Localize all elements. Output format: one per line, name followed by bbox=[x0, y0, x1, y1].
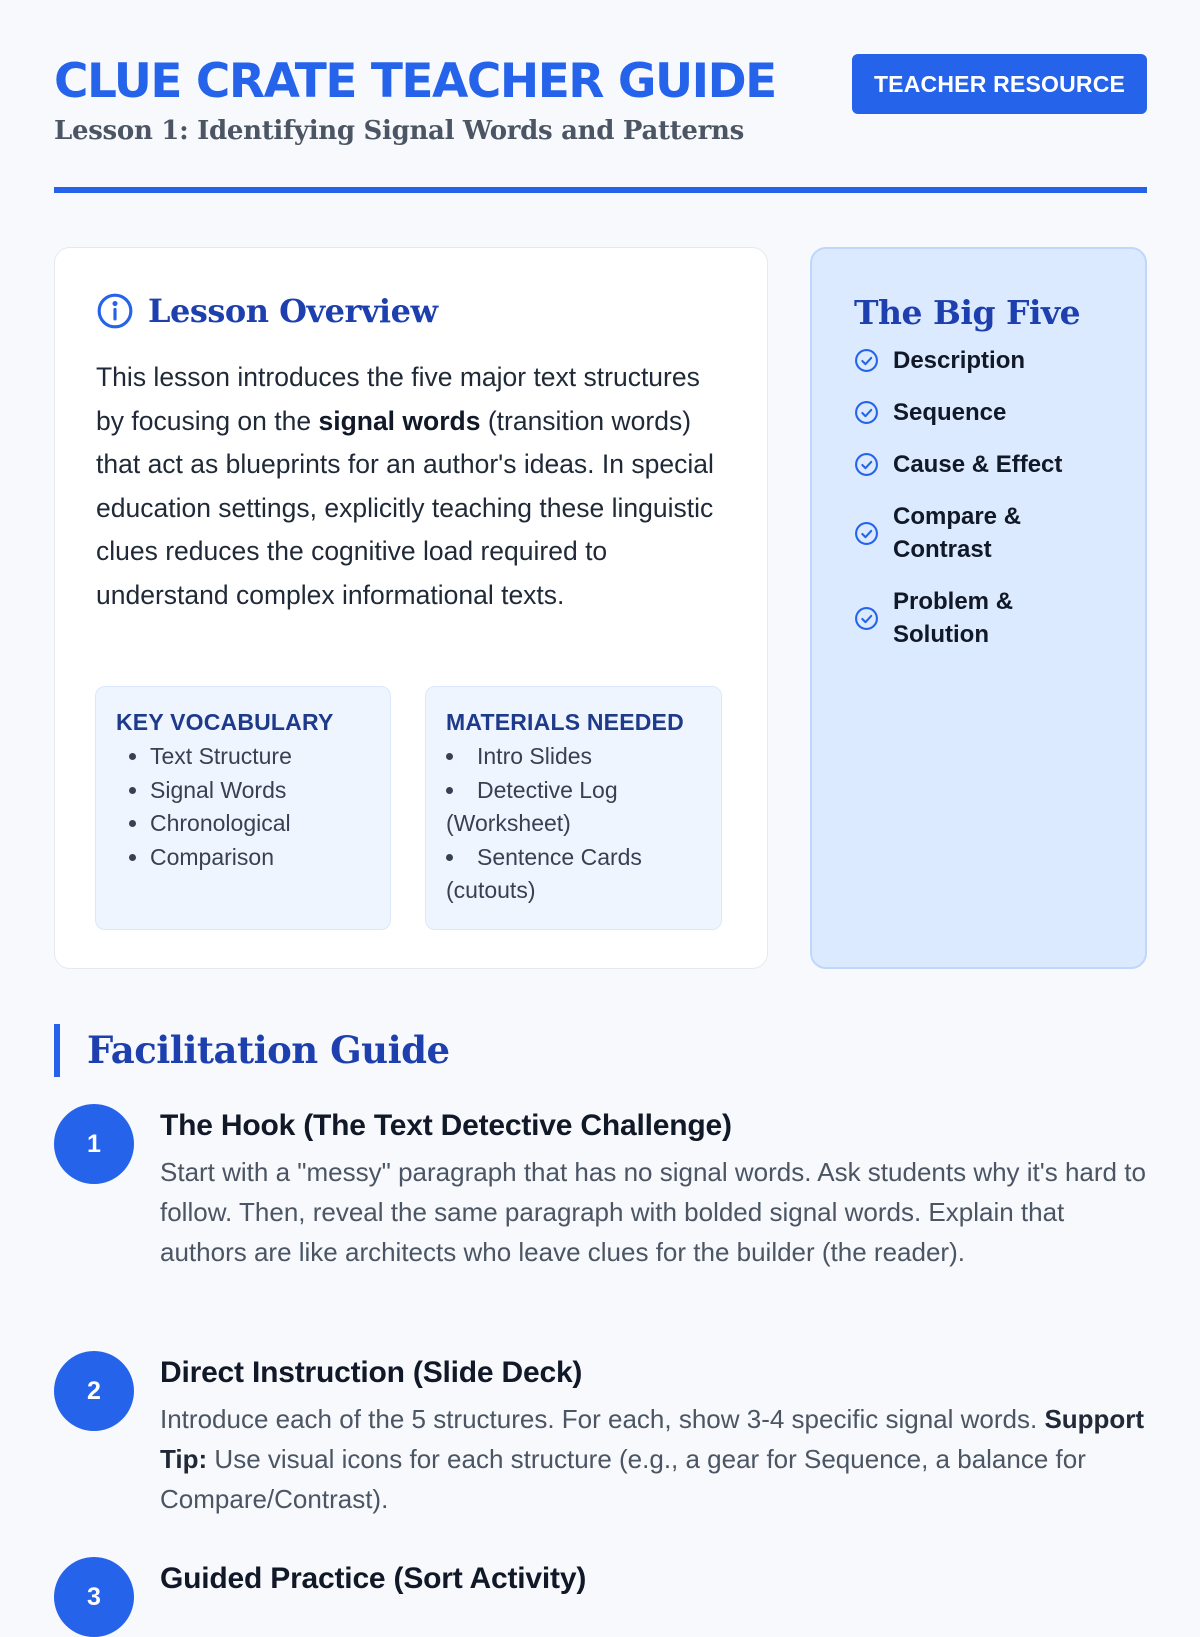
list-item: • Signal Words bbox=[150, 774, 370, 808]
overview-text-part: This lesson introduces the five major text structures by focusing on the bbox=[96, 362, 700, 436]
step-text-part: Use visual icons for each structure (e.g., a gear for Sequence, a balance for Compare/Contrast). bbox=[160, 1444, 1086, 1514]
big-five-label: Description bbox=[893, 347, 1026, 374]
big-five-label: Problem & Solution bbox=[893, 588, 1014, 648]
key-vocabulary-heading: KEY VOCABULARY bbox=[116, 709, 334, 735]
list-item: • Chronological bbox=[150, 807, 370, 841]
support-tip-label: Support Tip: bbox=[160, 1404, 1145, 1474]
big-five-item bbox=[854, 448, 1145, 481]
big-five-label: Cause & Effect bbox=[893, 451, 1063, 478]
key-vocabulary-list bbox=[116, 740, 370, 874]
page-header bbox=[54, 50, 1147, 146]
lesson-overview-header bbox=[96, 292, 437, 330]
lesson-overview-text bbox=[96, 356, 716, 617]
step-description bbox=[160, 1399, 1150, 1519]
teacher-resource-badge: TEACHER RESOURCE bbox=[852, 54, 1147, 114]
step-description: Start with a "messy" paragraph that has no signal words. Ask students why it's hard to follow. Then, reveal the same paragraph with bolded signal words. Explain that authors are like architects who leave clues for the builder (the reader). bbox=[160, 1157, 1146, 1267]
step-body bbox=[160, 1104, 1150, 1272]
step-number: 2 bbox=[54, 1351, 134, 1431]
big-five-item bbox=[854, 396, 1145, 429]
big-five-item bbox=[854, 344, 1145, 377]
check-circle-icon bbox=[854, 606, 879, 631]
step-title: Guided Practice (Sort Activity) bbox=[160, 1562, 587, 1595]
list-item: • Detective Log (Worksheet) bbox=[446, 774, 701, 841]
big-five-item bbox=[854, 585, 1145, 651]
step-body bbox=[160, 1351, 1150, 1519]
materials-needed-list bbox=[446, 740, 701, 908]
lesson-overview-title: Lesson Overview bbox=[148, 292, 438, 330]
big-five-panel bbox=[810, 247, 1147, 969]
check-circle-icon bbox=[854, 400, 879, 425]
big-five-item bbox=[854, 500, 1145, 566]
big-five-list bbox=[854, 344, 1145, 651]
lesson-subtitle: Lesson 1: Identifying Signal Words and Patterns bbox=[54, 116, 744, 146]
list-item: • Text Structure bbox=[150, 740, 370, 774]
step-number: 3 bbox=[54, 1557, 134, 1637]
list-item: • Intro Slides bbox=[446, 740, 701, 774]
step-text-part: Introduce each of the 5 structures. For each, show 3-4 specific signal words. bbox=[160, 1404, 1045, 1434]
key-vocabulary-box bbox=[95, 686, 391, 930]
materials-needed-box bbox=[425, 686, 722, 930]
step-title: Direct Instruction (Slide Deck) bbox=[160, 1356, 583, 1389]
big-five-label: Sequence bbox=[893, 399, 1007, 426]
materials-needed-heading: MATERIALS NEEDED bbox=[446, 709, 684, 735]
step-number: 1 bbox=[54, 1104, 134, 1184]
overview-text-part: (transition words) that act as blueprints for an author's ideas. In special education settings, explicitly teaching these linguistic clues reduces the cognitive load required to understand complex informational texts. bbox=[96, 405, 714, 610]
step-title: The Hook (The Text Detective Challenge) bbox=[160, 1109, 732, 1142]
facilitation-guide-header bbox=[54, 1024, 450, 1077]
lesson-overview-card bbox=[54, 247, 768, 969]
big-five-label: Compare & Contrast bbox=[893, 503, 1022, 563]
overview-text-bold: signal words bbox=[318, 405, 481, 436]
step-body bbox=[160, 1557, 1150, 1601]
info-icon bbox=[96, 292, 134, 330]
header-divider bbox=[54, 187, 1147, 193]
page-title: CLUE CRATE TEACHER GUIDE bbox=[54, 54, 776, 109]
list-item: • Sentence Cards (cutouts) bbox=[446, 841, 701, 908]
check-circle-icon bbox=[854, 521, 879, 546]
big-five-title: The Big Five bbox=[854, 293, 1081, 332]
check-circle-icon bbox=[854, 348, 879, 373]
facilitation-guide-title: Facilitation Guide bbox=[87, 1028, 450, 1072]
check-circle-icon bbox=[854, 452, 879, 477]
list-item: • Comparison bbox=[150, 841, 370, 875]
